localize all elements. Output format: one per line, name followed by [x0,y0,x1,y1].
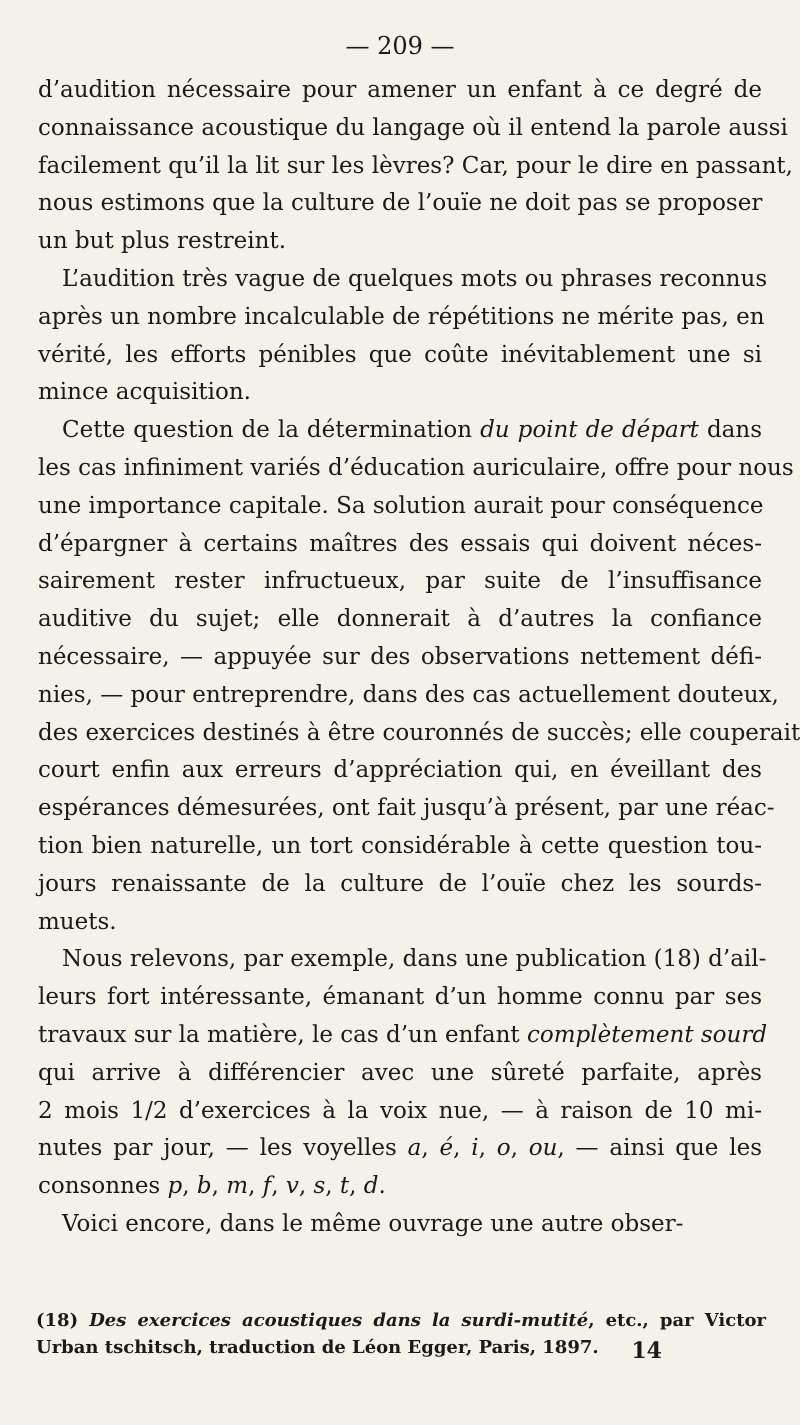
footnote-line: (18) Des exercices acoustiques dans la surdi-mutité, etc., par Victor [36,1310,766,1331]
text-line: L’audition très vague de quelques mots ou phrases reconnus [62,265,768,292]
text-line: qui arrive à différencier avec une sûreté parfaite, après [38,1059,762,1086]
text-line: connaissance acoustique du langage où il entend la parole aussi [38,114,788,141]
text-line: tion bien naturelle, un tort considérable à cette question tou- [38,832,762,859]
text-line: mince acquisition. [38,379,251,406]
text-line: travaux sur la matière, le cas d’un enfant complètement sourd [38,1021,768,1048]
text-line: une importance capitale. Sa solution aurait pour conséquence [38,492,764,519]
text-line: Nous relevons, par exemple, dans une publication (18) d’ail- [62,946,767,973]
text-line: nous estimons que la culture de l’ouïe ne doit pas se proposer [38,190,763,217]
text-line: des exercices destinés à être couronnés de succès; elle couperait [38,719,800,746]
text-line: auditive du sujet; elle donnerait à d’autres la confiance [38,606,762,633]
text-line: jours renaissante de la culture de l’ouïe chez les sourds- [38,870,762,897]
text-line: un but plus restreint. [38,228,287,255]
page-number: — 209 — [345,32,455,60]
footnote-line: Urban tschitsch, traduction de Léon Egger, Paris, 1897. [36,1337,599,1358]
text-line: court enfin aux erreurs d’appréciation qui, en éveillant des [38,757,762,784]
text-line: Voici encore, dans le même ouvrage une autre obser- [62,1210,684,1237]
text-line: d’épargner à certains maîtres des essais qui doivent néces- [38,530,762,557]
text-line: nutes par jour, — les voyelles a, é, i, o, ou, — ainsi que les [38,1135,762,1162]
text-line: facilement qu’il la lit sur les lèvres? Car, pour le dire en passant, [38,152,793,179]
text-line: d’audition nécessaire pour amener un enfant à ce degré de [38,77,762,103]
text-line: les cas infiniment variés d’éducation auriculaire, offre pour nous [38,454,794,481]
text-line: Cette question de la détermination du point de départ dans [62,417,762,444]
text-line: nécessaire, — appuyée sur des observations nettement défi- [38,643,762,670]
text-line: muets. [38,908,117,935]
text-line: vérité, les efforts pénibles que coûte inévitablement une si [38,341,762,368]
signature-mark: 14 [631,1338,662,1364]
text-line: consonnes p, b, m, f, v, s, t, d. [38,1173,386,1200]
text-line: nies, — pour entreprendre, dans des cas actuellement douteux, [38,681,779,708]
text-line: leurs fort intéressante, émanant d’un homme connu par ses [38,984,762,1011]
text-line: sairement rester infructueux, par suite de l’insuffisance [38,568,762,595]
text-line: 2 mois 1/2 d’exercices à la voix nue, — à raison de 10 mi- [38,1097,762,1124]
text-line: espérances démesurées, ont fait jusqu’à présent, par une réac- [38,795,775,822]
main-text [38,72,800,1244]
text-line: après un nombre incalculable de répétitions ne mérite pas, en [38,303,765,330]
